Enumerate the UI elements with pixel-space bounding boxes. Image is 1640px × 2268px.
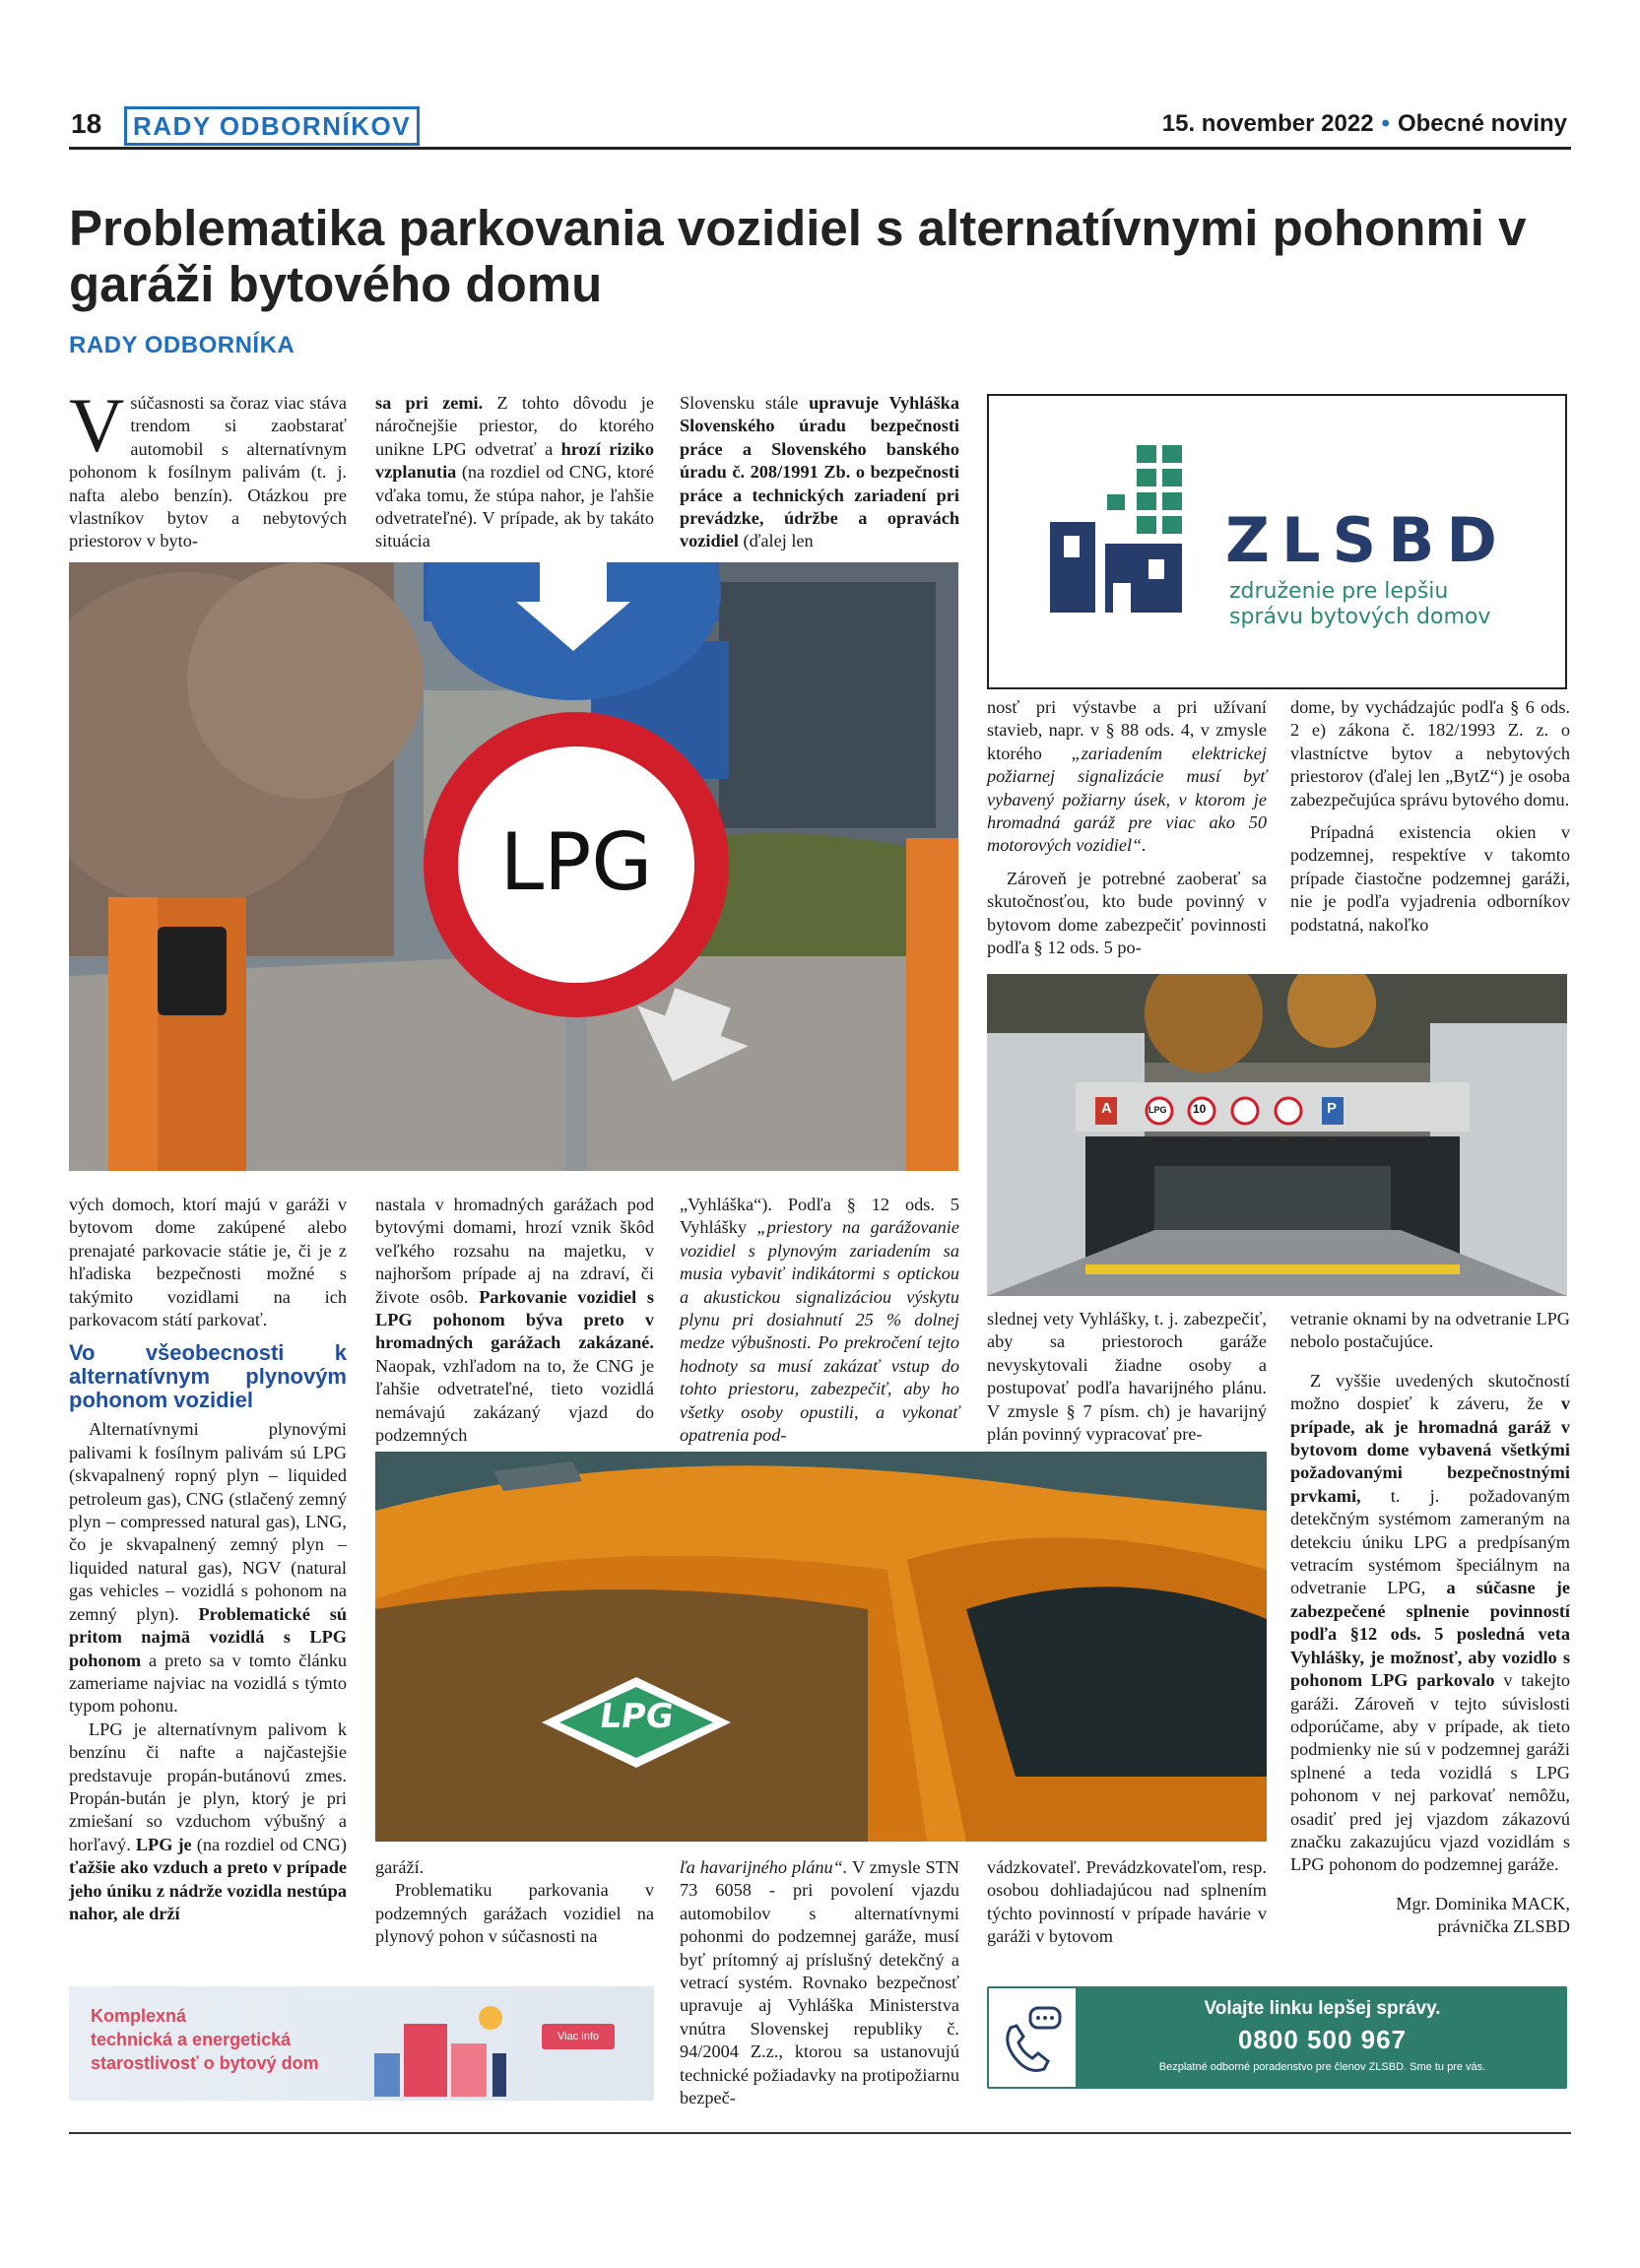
right-ad-banner[interactable]: [987, 1986, 1567, 2089]
text: Z tohto dôvodu je náročnejšie priestor, do ktorého unikne LPG odvetrať a: [375, 393, 654, 459]
text: Alternatívnymi plynovými palivami k fosílnym palivám sú LPG (skvapalnený ropný plyn – liquided petroleum gas), CNG (stlačený zemný plyn – compressed natural gas), LNG, čo je skvapalnený zemný plyn – liquided natural gas), NGV (natural gas vehicles – vozidlá s pohonom na zemný plyn).: [69, 1419, 347, 1624]
text: LPG je alternatívnym palivom k benzínu či nafte a najčastejšie predstavuje propán-butánovú zmes. Propán-bután je plyn, ktorý je pri zmiešaní so vzduchom výbušný a horľavý.: [69, 1718, 347, 1854]
ad-line: technická a energetická: [91, 2030, 292, 2049]
col2-bottom: [375, 1856, 654, 1955]
zlsbd-tagline: [1229, 579, 1490, 630]
car-photo: [375, 1452, 1267, 1842]
text: (na rozdiel od CNG): [191, 1834, 347, 1854]
italic-text: ľa havarijného plánu“.: [680, 1857, 848, 1877]
tagline-line: správu bytových domov: [1229, 605, 1491, 629]
hotline-number[interactable]: 0800 500 967: [1237, 2025, 1408, 2054]
col1-body: [69, 1194, 347, 1952]
page-number: 18: [71, 108, 102, 139]
paragraph: garáží.: [375, 1857, 425, 1877]
building-illustration-icon: [364, 1994, 522, 2097]
publication-name: Obecné noviny: [1397, 110, 1567, 137]
paragraph: Problematiku parkovania v podzemných garážach vozidiel na plynový pohon v súčasnosti na: [375, 1880, 654, 1947]
col3-top: [680, 392, 959, 559]
text: v takejto garáži. Zároveň v tejto súvislosti odporúčame, aby v prípade, ak tieto podmienky nie sú v podzemnej garáži splnené a teda vozidlá s LPG pohonom v nej parkovať nemôžu, osadiť pred jej vjazdom zákazovú značku zakazujúcu vjazd vozidlám s LPG pohonom do podzemnej garáže.: [1290, 1670, 1571, 1875]
bold-text: a súčasne je zabezpečené splnenie povinností podľa §12 ods. 5 posledná veta Vyhlášky, je možnosť, aby vozidlo s pohonom LPG parkovalo: [1290, 1578, 1570, 1691]
right-ad-subtext: Bezplatné odborné poradenstvo pre členov ZLSBD. Sme tu pre vás.: [1158, 2061, 1486, 2073]
text: Naopak, vzhľadom na to, že CNG je ľahšie odvetrateľné, tieto vozidlá nemávajú zakázaný vjazd do podzemných: [375, 1355, 654, 1446]
col2-body: [375, 1194, 654, 1450]
lpg-badge-text: LPG: [597, 1697, 677, 1736]
phone-chat-icon: [989, 1988, 1076, 2087]
bold-text: LPG je: [135, 1834, 192, 1854]
col4-bottom: [987, 1856, 1267, 1955]
bold-text: sa pri zemi.: [375, 393, 484, 413]
bottom-rule: [69, 2132, 1571, 2134]
text: Slovensku stále: [680, 393, 810, 413]
lpg-sign-photo: [69, 562, 958, 1171]
paragraph: slednej vety Vyhlášky, t. j. zabezpečiť, aby sa priestoroch garáže nevyskytovali žiadne osoby a postupovať podľa havarijného plánu. V zmysle § 7 písm. ch) je havarijný plán povinný vypracovať pre-: [987, 1309, 1267, 1445]
section-label: RADY ODBORNÍKOV: [124, 106, 420, 146]
bold-text: hrozí riziko vzplanutia: [375, 438, 654, 483]
right-ad-headline: Volajte linku lepšej správy.: [1204, 1998, 1441, 2019]
bold-text: upravuje Vyhláška Slovenského úradu bezpečnosti práce a Slovenského banského úradu č. 208/1991 Zb. o bezpečnosti práce a technických zariadení pri prevádzke, údržbe a opravách vozidiel: [680, 393, 959, 551]
paragraph: vetranie oknami by na odvetranie LPG nebolo postačujúce.: [1290, 1309, 1570, 1352]
ad-line: starostlivosť o bytový dom: [91, 2053, 319, 2073]
article-title: Problematika parkovania vozidiel s alternatívnymi pohonmi v garáži bytového domu: [69, 200, 1527, 312]
zlsbd-ad[interactable]: [987, 394, 1567, 689]
col5-mid: [1290, 696, 1570, 957]
zlsbd-wordmark: ZLSBD: [1225, 504, 1509, 576]
tagline-line: združenie pre lepšiu: [1229, 579, 1449, 604]
paragraph: vádzkovateľ. Prevádzkovateľom, resp. osobou dohliadajúcou nad splnením týchto povinností v prípade havárie v garáži v bytovom: [987, 1857, 1267, 1947]
author-signature: [1290, 1893, 1570, 1939]
car-illustration-icon: [375, 1452, 1267, 1842]
lpg-sign-text: LPG: [499, 816, 653, 908]
text: (na rozdiel od CNG, ktoré vďaka tomu, že stúpa nahor, je ľahšie odvetrateľné). V prípade, ak by takáto situácia: [375, 462, 654, 551]
garage-sign-p: P: [1327, 1100, 1338, 1117]
issue-info: [1162, 110, 1567, 138]
text: nastala v hromadných garážach pod bytovými domami, hrozí vznik škôd veľkého rozsahu na majetku, v najhoršom prípade aj na zdraví, či živote osôb.: [375, 1195, 654, 1307]
author-name: Mgr. Dominika MACK,: [1396, 1893, 1570, 1913]
garage-illustration-icon: [987, 974, 1567, 1296]
bold-text: Parkovanie vozidiel s LPG pohonom býva preto v hromadných garážach zakázané.: [375, 1286, 654, 1353]
garage-photo: [987, 974, 1567, 1296]
text: t. j. požadovaným detekčným systémom zameraným na detekciu úniku LPG a predpísaným vetracím systémom špeciálnym na odvetranie LPG,: [1290, 1485, 1570, 1598]
col4-body: [987, 1308, 1267, 1456]
garage-sign-lpg: LPG: [1148, 1105, 1167, 1115]
text: Z vyššie uvedených skutočností možno dospieť k záveru, že: [1290, 1370, 1570, 1414]
paragraph: Zároveň je potrebné zaoberať sa skutočnosťou, kto bude povinný v bytovom dome zabezpečiť povinnosti podľa § 12 ods. 5 po-: [987, 868, 1267, 958]
col2-top: [375, 392, 654, 559]
paragraph: dome, by vychádzajúc podľa § 6 ods. 2 e) zákona č. 182/1993 Z. z. o vlastníctve bytov a nebytových priestorov (ďalej len „BytZ“) je osoba zabezpečujúca správu bytového domu.: [1290, 697, 1570, 810]
italic-text: „zariadením elektrickej požiarnej signalizácie musí byť vybavený požiarny úsek, v ktorom je hromadná garáž pre viac ako 50 motorových vozidiel“.: [987, 743, 1267, 856]
bold-text: Problematické sú pritom najmä vozidlá s LPG pohonom: [69, 1603, 347, 1670]
article-kicker: RADY ODBORNÍKA: [69, 332, 295, 358]
page-header: [69, 104, 1571, 150]
paragraph: súčasnosti sa čoraz viac stáva trendom si zaobstarať automobil s alternatívnym pohonom k fosílnym palivám (t. j. nafta alebo benzín). Otázkou pre vlastníkov bytov a nebytových priestorov v byto-: [69, 393, 347, 551]
issue-date: 15. november 2022: [1161, 110, 1374, 137]
ad-line: Komplexná: [91, 2006, 187, 2026]
paragraph: vých domoch, ktorí majú v garáži v bytovom dome zakúpené alebo prenajaté parkovacie státie je, či je z hľadiska bezpečnosti možné s takýmito vozidlami na ich parkovacom státí parkovať.: [69, 1195, 347, 1330]
separator: •: [1381, 110, 1390, 137]
col5-body: [1290, 1308, 1570, 1938]
text: a preto sa v tomto článku zameriame najviac na vozidlá s týmto typom pohonu.: [69, 1650, 347, 1717]
garage-sign-a: A: [1101, 1100, 1112, 1117]
text: V zmysle STN 73 6058 - pri povolení vjazdu automobilov s alternatívnymi pohonmi do podzemnej garáže, musí byť prítomný aj príslušný detekčný a vetrací systém. Rovnako bezpečnosť upravuje aj Vyhláška Ministerstva vnútra Slovenskej republiky č. 94/2004 Z.z., ktorou sa ustanovujú technické požiadavky na protipožiarnu bezpeč-: [680, 1857, 960, 2108]
left-ad-headline: [91, 2004, 319, 2075]
text: „Vyhláška“). Podľa § 12 ods. 5 Vyhlášky: [680, 1195, 959, 1238]
author-role: právnička ZLSBD: [1437, 1916, 1570, 1937]
col3-body: [680, 1194, 959, 1450]
subheading: Vo všeobecnosti k alternatívnym plynovým pohonom vozidiel: [69, 1340, 347, 1413]
dropcap: V: [69, 382, 125, 468]
phone-icon-box: [987, 1986, 1078, 2089]
bold-text: v prípade, ak je hromadná garáž v bytovom dome vybavená všetkými požadovanými bezpečnostnými prvkami,: [1290, 1393, 1570, 1506]
right-ad-content: [1078, 1996, 1567, 2077]
more-info-button[interactable]: Viac info: [542, 2024, 615, 2049]
text: (ďalej len: [738, 531, 814, 551]
col4-mid: [987, 696, 1267, 957]
col1-top: [69, 382, 347, 559]
left-ad-banner[interactable]: [69, 1986, 654, 2101]
garage-sign-10: 10: [1193, 1102, 1207, 1116]
italic-text: „priestory na garážovanie vozidiel s plynovým zariadením sa musia vybaviť indikátormi s optickou a akustickou signalizáciou výskytu plynu pri dosiahnutí 25 % dolnej medze výbušnosti. Po prekročení tejto hodnoty sa musí zakázať vstup do tohto priestoru, zabezpečiť, aby ho všetky osoby opustili, a vykonať opatrenia pod-: [680, 1217, 959, 1446]
bold-text: ťažšie ako vzduch a preto v prípade jeho úniku z nádrže vozidla nestúpa nahor, ale drží: [69, 1857, 347, 1923]
text: nosť pri výstavbe a pri užívaní stavieb, napr. v § 88 ods. 4, v zmysle ktorého: [987, 697, 1267, 763]
paragraph: Prípadná existencia okien v podzemnej, respektíve v takomto prípade čiastočne podzemnej garáži, nie je podľa vyjadrenia odborníkov podstatná, nakoľko: [1290, 822, 1570, 935]
col3-bottom: [680, 1856, 959, 2122]
